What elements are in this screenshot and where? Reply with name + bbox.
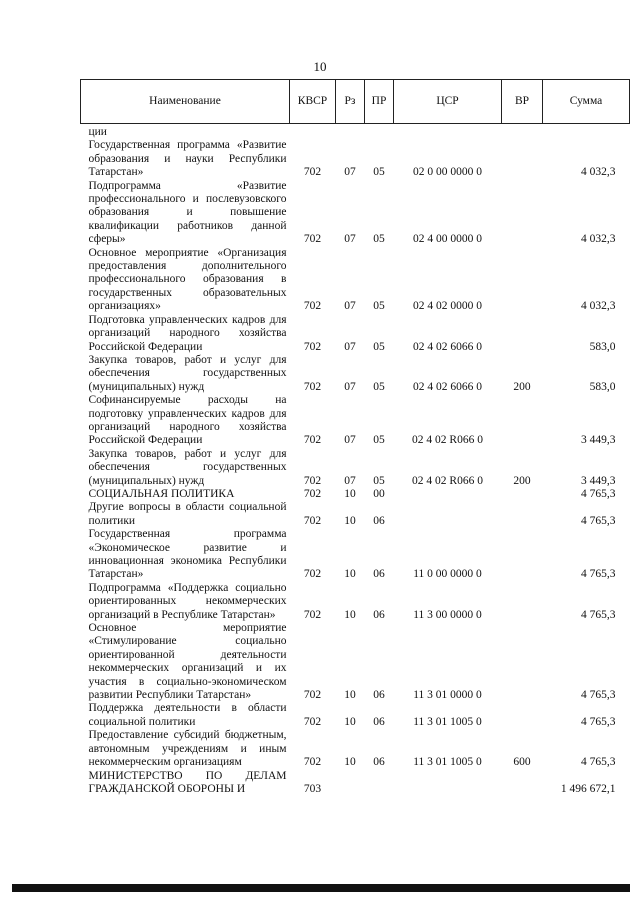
table-row [81,354,630,394]
table-body [81,124,630,797]
cell-csr: 11 0 00 0000 0 [413,568,482,581]
cell-name: Другие вопросы в области социальной политики [88,501,287,527]
cell-rz: 07 [344,233,356,246]
cell-pr: 00 [373,487,385,500]
header-csr: ЦСР [394,80,502,124]
cell-pr: 05 [373,474,385,487]
table-row [81,247,630,314]
cell-rz: 07 [344,434,356,447]
cell-kvsr: 702 [303,474,322,487]
cell-rz: 10 [344,756,356,769]
cell-pr: 06 [373,514,385,527]
cell-pr: 05 [373,340,385,353]
cell-vr [502,488,543,501]
cell-csr: 02 0 00 0000 0 [413,166,482,179]
table-row [81,314,630,354]
header-sum: Сумма [543,80,630,124]
cell-sum: 4 032,3 [581,166,616,179]
header-name: Наименование [81,80,290,124]
cell-name: Закупка товаров, работ и услуг для обеспечения государственных (муниципальных) нужд [88,447,287,487]
cell-vr [502,528,543,582]
header-kvsr: КВСР [290,80,336,124]
table-row [81,139,630,179]
cell-sum: 4 765,3 [581,756,616,769]
cell-pr: 05 [373,166,385,179]
cell-name: Закупка товаров, работ и услуг для обеспечения государственных (муниципальных) нужд [88,353,287,393]
cell-pr [365,770,394,797]
cell-kvsr: 702 [303,380,322,393]
cell-vr [502,139,543,179]
cell-kvsr: 702 [303,514,322,527]
cell-csr: 02 4 02 6066 0 [413,340,482,353]
cell-kvsr: 702 [303,756,322,769]
cell-pr [365,124,394,140]
cell-sum: 583,0 [589,380,616,393]
cell-name: СОЦИАЛЬНАЯ ПОЛИТИКА [88,487,235,500]
cell-pr: 06 [373,608,385,621]
cell-kvsr: 702 [303,300,322,313]
cell-vr [502,247,543,314]
cell-kvsr: 703 [303,782,322,795]
cell-kvsr [290,124,336,140]
cell-name: ции [88,126,107,138]
cell-name: Подпрограмма «Развитие профессионального и послевузовского образования и повышение квалификации работников данной сферы» [88,179,287,246]
cell-csr: 02 4 00 0000 0 [413,233,482,246]
table-row [81,448,630,488]
table-row [81,180,630,247]
cell-kvsr: 702 [303,233,322,246]
cell-sum: 4 765,3 [581,608,616,621]
cell-pr: 06 [373,568,385,581]
cell-name: Государственная программа «Развитие образования и науки Республики Татарстан» [88,139,287,179]
cell-csr: 02 4 02 R066 0 [412,474,483,487]
cell-csr: 11 3 01 1005 0 [413,756,482,769]
header-rz: Рз [336,80,365,124]
cell-kvsr: 702 [303,608,322,621]
cell-vr [502,702,543,729]
cell-rz: 07 [344,340,356,353]
cell-name: Поддержка деятельности в области социальной политики [88,702,287,728]
table-row [81,770,630,797]
cell-csr [394,488,502,501]
cell-kvsr: 702 [303,715,322,728]
cell-sum: 4 032,3 [581,300,616,313]
cell-csr [394,770,502,797]
cell-csr [394,501,502,528]
cell-csr: 02 4 02 0000 0 [413,300,482,313]
cell-pr: 05 [373,380,385,393]
cell-pr: 05 [373,434,385,447]
cell-rz: 10 [344,568,356,581]
cell-name: Предоставление субсидий бюджетным, автономным учреждениям и иным некоммерческим организациям [88,729,287,769]
cell-pr: 06 [373,715,385,728]
cell-pr: 05 [373,233,385,246]
cell-vr [502,622,543,702]
cell-name: Подпрограмма «Поддержка социально ориентированных некоммерческих организаций в Республике Татарстан» [88,581,287,621]
cell-name: Софинансируемые расходы на подготовку управленческих кадров для организаций народного хозяйства Российской Федерации [88,394,287,447]
cell-vr [502,124,543,140]
cell-vr [502,501,543,528]
cell-rz: 10 [344,715,356,728]
cell-vr [502,314,543,354]
cell-rz [336,770,365,797]
table-row [81,488,630,501]
cell-rz: 10 [344,514,356,527]
page-bottom-border [12,884,630,892]
cell-rz: 10 [344,608,356,621]
cell-vr: 600 [513,756,531,769]
cell-sum [543,124,630,140]
cell-name: МИНИСТЕРСТВО ПО ДЕЛАМ ГРАЖДАНСКОЙ ОБОРОНЫ И [88,769,287,795]
cell-vr [502,582,543,622]
table-row [81,394,630,448]
cell-rz: 07 [344,474,356,487]
table-row [81,124,630,140]
cell-name: Основное мероприятие «Организация предоставления дополнительного профессионального образования в государственных образовательных организациях» [88,246,287,313]
cell-name: Государственная программа «Экономическое развитие и инновационная экономика Республики Татарстан» [88,528,287,581]
cell-name: Основное мероприятие «Стимулирование социально ориентированной деятельности некоммерческих организаций и их участия в социально-экономическом развитии Республики Татарстан» [88,622,287,702]
cell-kvsr: 702 [303,487,322,500]
table-row [81,501,630,528]
table-header [81,80,630,124]
cell-rz: 07 [344,380,356,393]
cell-rz: 07 [344,166,356,179]
cell-rz: 10 [344,487,356,500]
cell-vr [502,770,543,797]
cell-pr: 06 [373,756,385,769]
cell-pr: 05 [373,300,385,313]
cell-csr: 11 3 01 1005 0 [413,715,482,728]
cell-pr: 06 [373,689,385,702]
cell-vr [502,394,543,448]
cell-vr: 200 [513,474,531,487]
cell-sum: 4 765,3 [581,487,616,500]
cell-csr: 11 3 01 0000 0 [413,689,482,702]
cell-vr: 200 [513,380,531,393]
cell-sum: 4 765,3 [581,514,616,527]
cell-kvsr: 702 [303,568,322,581]
cell-kvsr: 702 [303,340,322,353]
cell-rz [336,124,365,140]
table-row [81,702,630,729]
cell-rz: 07 [344,300,356,313]
header-pr: ПР [365,80,394,124]
table-row [81,528,630,582]
cell-csr: 11 3 00 0000 0 [413,608,482,621]
cell-sum: 3 449,3 [581,434,616,447]
page-number: 10 [313,59,327,74]
cell-csr: 02 4 02 6066 0 [413,380,482,393]
table-row [81,729,630,769]
header-vr: ВР [502,80,543,124]
cell-rz: 10 [344,689,356,702]
cell-sum: 3 449,3 [581,474,616,487]
cell-csr: 02 4 02 R066 0 [412,434,483,447]
cell-kvsr: 702 [303,689,322,702]
cell-kvsr: 702 [303,434,322,447]
table-row [81,622,630,702]
cell-kvsr: 702 [303,166,322,179]
cell-sum: 583,0 [589,340,616,353]
budget-table [80,79,630,796]
cell-sum: 1 496 672,1 [560,782,616,795]
cell-sum: 4 032,3 [581,233,616,246]
cell-csr [394,124,502,140]
cell-name: Подготовка управленческих кадров для организаций народного хозяйства Российской Федерации [88,313,287,353]
cell-sum: 4 765,3 [581,568,616,581]
cell-vr [502,180,543,247]
cell-sum: 4 765,3 [581,689,616,702]
table-row [81,582,630,622]
cell-sum: 4 765,3 [581,715,616,728]
